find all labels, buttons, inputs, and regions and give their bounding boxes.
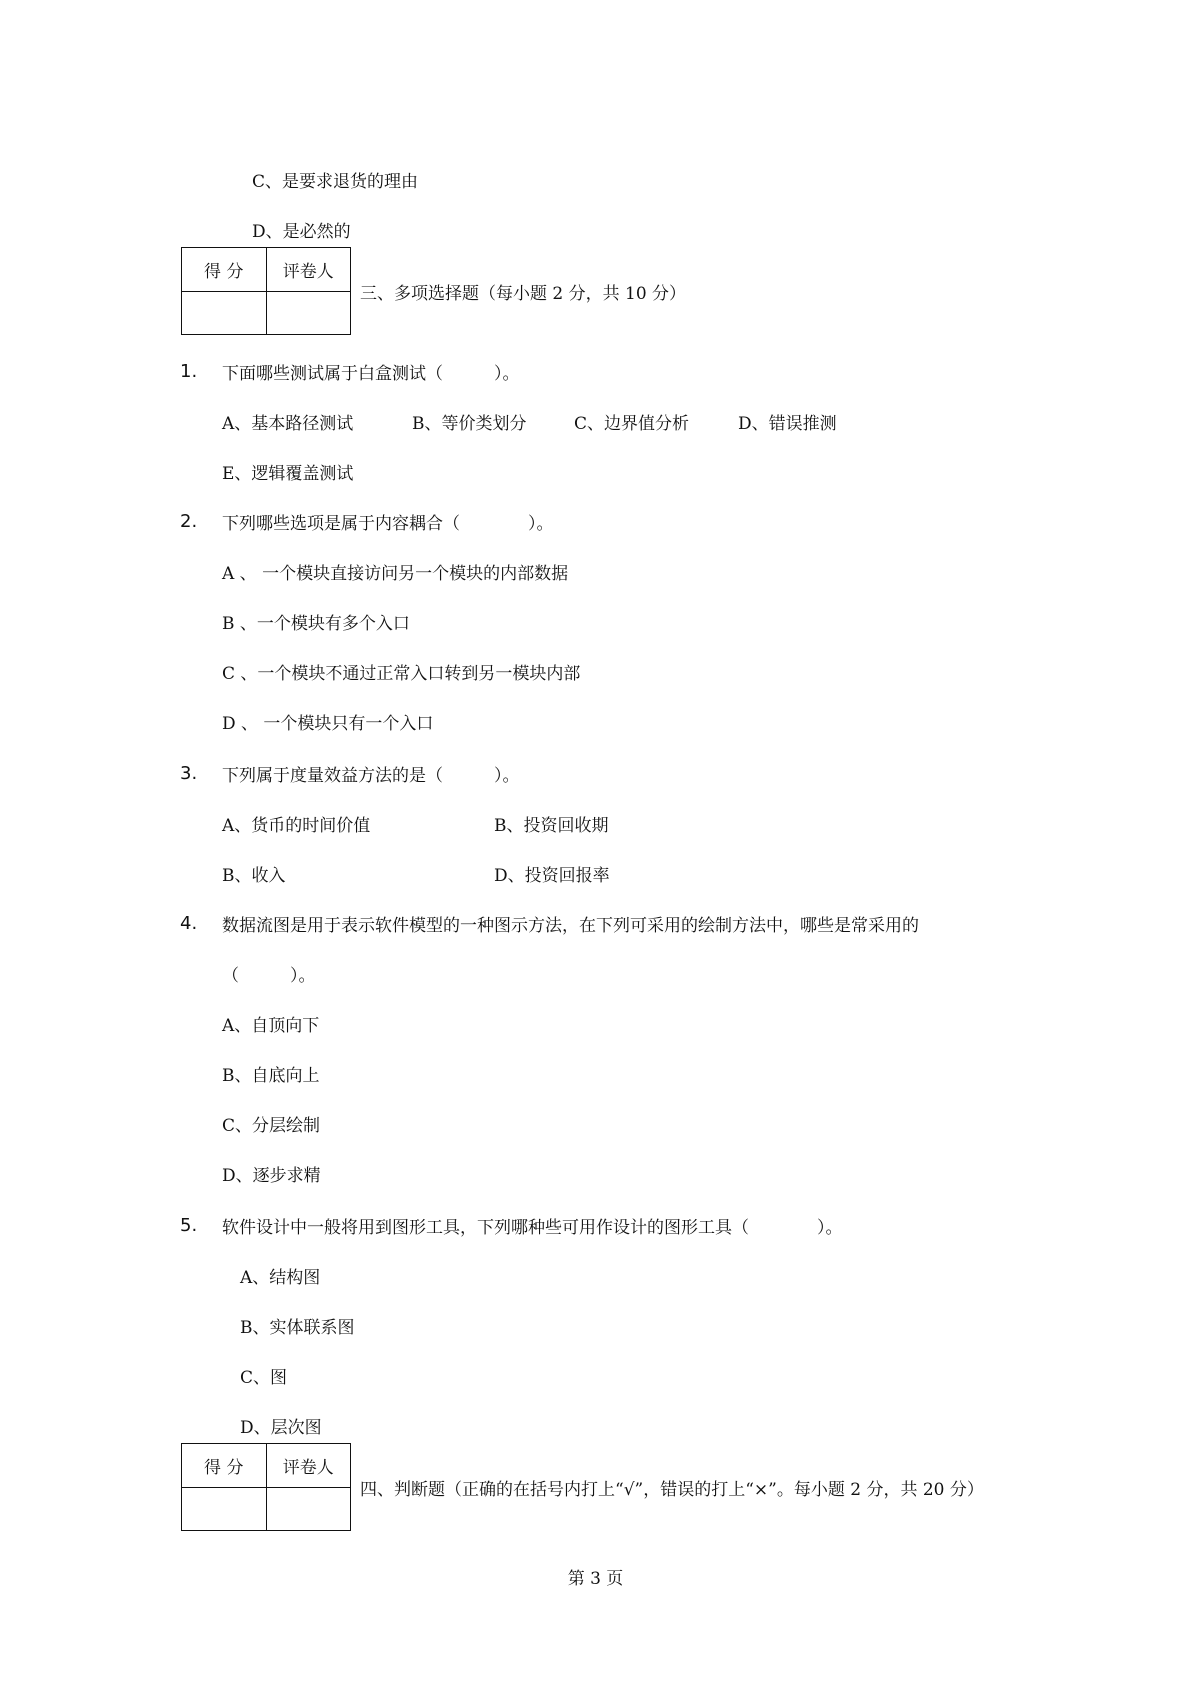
question-5-number: 5. <box>180 1215 198 1236</box>
q4-option-d: D、逐步求精 <box>222 1166 321 1186</box>
score-table <box>181 1443 351 1531</box>
score-label: 得 分 <box>182 1444 267 1488</box>
q1-option-b: B、等价类划分 <box>412 414 527 434</box>
q3-option-a: A、货币的时间价值 <box>222 816 371 836</box>
question-3-number: 3. <box>180 763 198 784</box>
q4-option-b: B、自底向上 <box>222 1066 320 1086</box>
q3-option-b: B、投资回收期 <box>494 816 609 836</box>
q1-option-a: A、基本路径测试 <box>222 414 354 434</box>
section-4-title: 四、判断题（正确的在括号内打上“√”，错误的打上“×”。每小题 2 分，共 20 分） <box>360 1480 984 1500</box>
section-3-title: 三、多项选择题（每小题 2 分，共 10 分） <box>360 284 687 304</box>
q2-option-a: A 、 一个模块直接访问另一个模块的内部数据 <box>222 564 569 584</box>
grader-cell[interactable] <box>266 1487 351 1531</box>
question-2-number: 2. <box>180 511 198 532</box>
question-2-text: 下列哪些选项是属于内容耦合（ ）。 <box>222 514 554 534</box>
q2-option-d: D 、 一个模块只有一个入口 <box>222 714 434 734</box>
q1-option-e: E、逻辑覆盖测试 <box>222 464 354 484</box>
q2-option-b: B 、一个模块有多个入口 <box>222 614 410 634</box>
option-d-prev: D、是必然的 <box>252 222 351 242</box>
q1-option-d: D、错误推测 <box>738 414 837 434</box>
q5-option-b: B、实体联系图 <box>240 1318 355 1338</box>
question-3-text: 下列属于度量效益方法的是（ ）。 <box>222 766 520 786</box>
grader-label: 评卷人 <box>266 248 351 292</box>
q3-option-d: D、投资回报率 <box>494 866 610 886</box>
q4-option-a: A、自顶向下 <box>222 1016 320 1036</box>
score-cell[interactable] <box>182 1487 267 1531</box>
q5-option-a: A、结构图 <box>240 1268 321 1288</box>
grader-label: 评卷人 <box>266 1444 351 1488</box>
question-1-number: 1. <box>180 361 198 382</box>
question-4-text-cont: （ ）。 <box>222 966 316 986</box>
option-c-prev: C、是要求退货的理由 <box>252 172 419 192</box>
q3-option-c: B、收入 <box>222 866 286 886</box>
q5-option-d: D、层次图 <box>240 1418 322 1438</box>
question-1-text: 下面哪些测试属于白盒测试（ ）。 <box>222 364 520 384</box>
q5-option-c: C、图 <box>240 1368 288 1388</box>
score-label: 得 分 <box>182 248 267 292</box>
q1-option-c: C、边界值分析 <box>574 414 690 434</box>
question-4-number: 4. <box>180 913 198 934</box>
score-cell[interactable] <box>182 291 267 335</box>
question-4-text: 数据流图是用于表示软件模型的一种图示方法，在下列可采用的绘制方法中，哪些是常采用的 <box>222 916 919 936</box>
q2-option-c: C 、一个模块不通过正常入口转到另一模块内部 <box>222 664 581 684</box>
score-table <box>181 247 351 335</box>
page-number: 第 3 页 <box>567 1569 624 1589</box>
q4-option-c: C、分层绘制 <box>222 1116 321 1136</box>
question-5-text: 软件设计中一般将用到图形工具，下列哪种些可用作设计的图形工具（ ）。 <box>222 1218 843 1238</box>
grader-cell[interactable] <box>266 291 351 335</box>
